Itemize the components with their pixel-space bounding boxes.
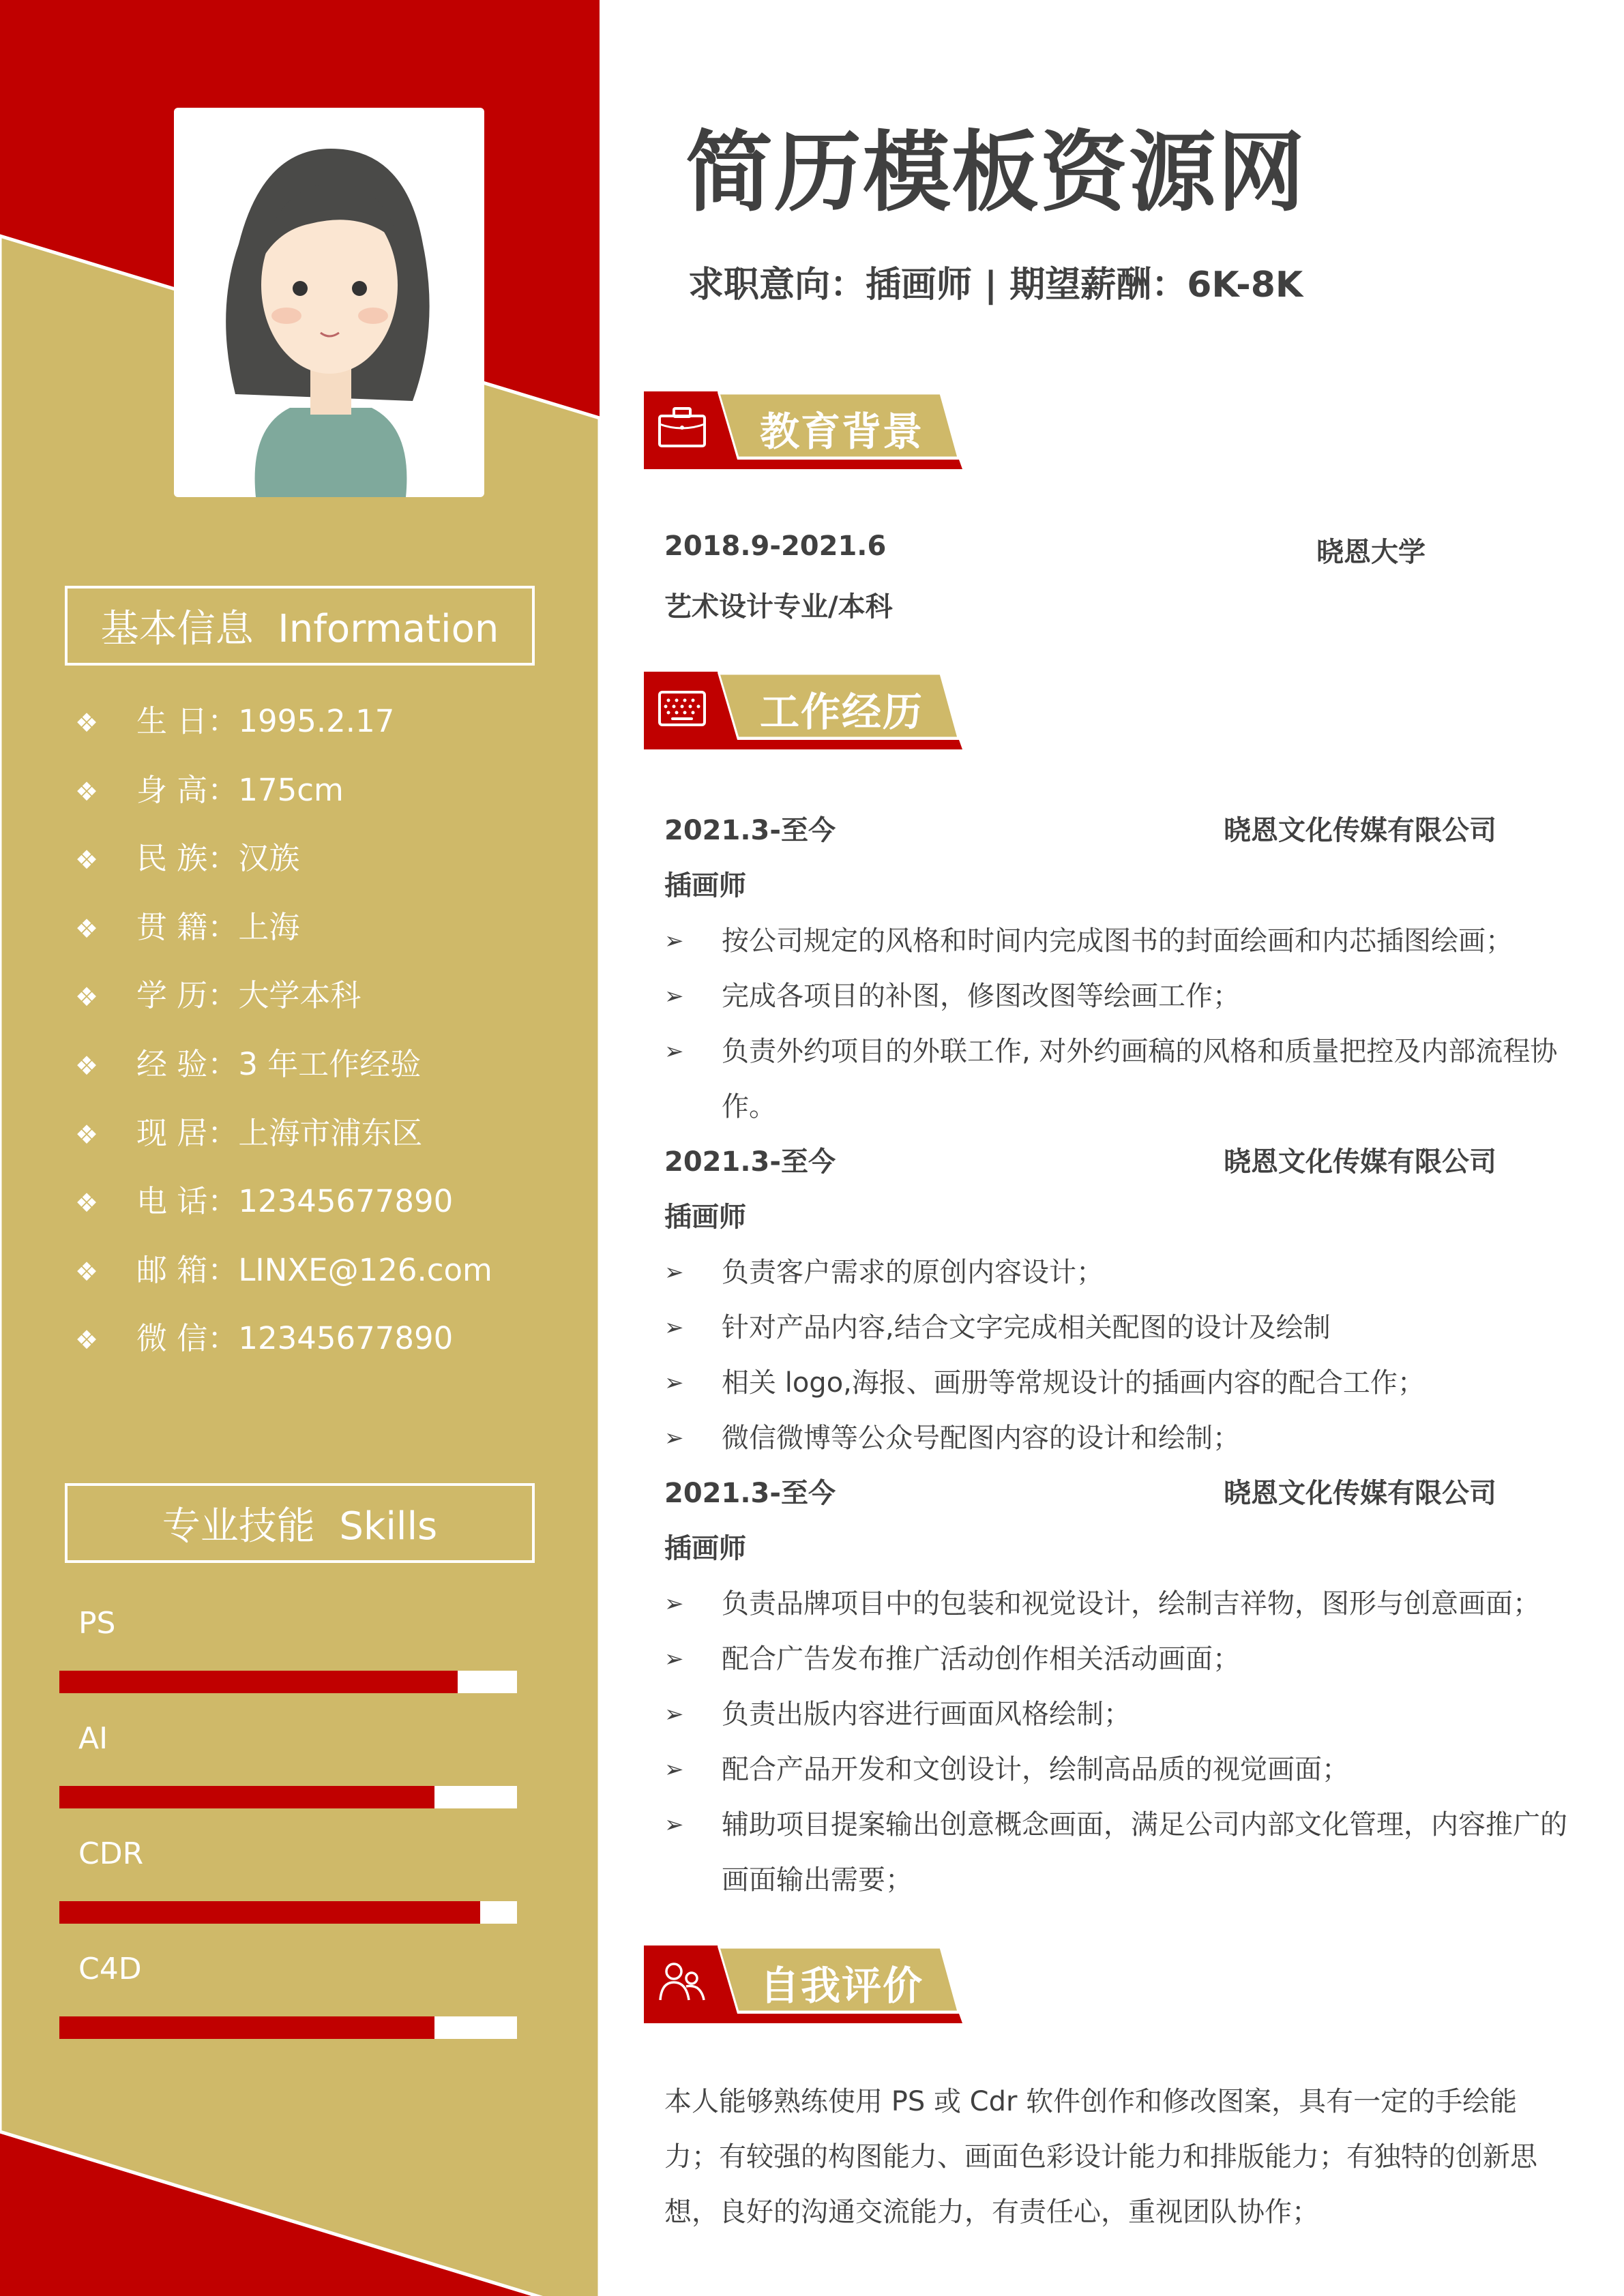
skill-name: CDR bbox=[78, 1836, 144, 1871]
work-duty-item bbox=[664, 1742, 1571, 1798]
work-company: 晓恩文化传媒有限公司 bbox=[1224, 1146, 1496, 1178]
arrow-bullet-icon: ➢ bbox=[664, 1701, 684, 1728]
info-label: 贯 籍： bbox=[136, 908, 239, 945]
work-date: 2021.3-至今 bbox=[664, 815, 836, 846]
education-major: 艺术设计专业/本科 bbox=[664, 591, 893, 623]
section-title: 工作经历 bbox=[760, 689, 924, 735]
info-value: 汉族 bbox=[238, 840, 300, 877]
skill-bar-fill bbox=[59, 1901, 480, 1924]
work-company: 晓恩文化传媒有限公司 bbox=[1224, 1478, 1496, 1509]
work-role: 插画师 bbox=[664, 870, 746, 901]
diamond-bullet-icon: ❖ bbox=[75, 845, 99, 876]
work-duty-text: 负责外约项目的外联工作, 对外约画稿的风格和质量把控及内部流程协作。 bbox=[722, 1036, 1558, 1122]
work-duty-text: 微信微博等公众号配图内容的设计和绘制； bbox=[722, 1422, 1240, 1454]
info-value: 上海 bbox=[238, 908, 300, 945]
work-duty-text: 负责品牌项目中的包装和视觉设计，绘制吉祥物，图形与创意画面； bbox=[722, 1588, 1540, 1620]
skill-bar-fill bbox=[59, 2016, 434, 2039]
info-value: 175cm bbox=[238, 771, 344, 808]
skill-bar-fill bbox=[59, 1671, 458, 1693]
work-duty-item bbox=[664, 1300, 1571, 1356]
work-entry-header bbox=[664, 803, 1578, 859]
work-duty-text: 针对产品内容,结合文字完成相关配图的设计及绘制 bbox=[722, 1312, 1331, 1343]
info-label: 现 居： bbox=[136, 1114, 239, 1151]
skill-bar-fill bbox=[59, 1786, 434, 1808]
work-role: 插画师 bbox=[664, 1202, 746, 1233]
arrow-bullet-icon: ➢ bbox=[664, 1314, 684, 1341]
work-duty-item bbox=[664, 1411, 1571, 1466]
diamond-bullet-icon: ❖ bbox=[75, 1051, 99, 1081]
work-date: 2021.3-至今 bbox=[664, 1478, 836, 1509]
info-value: 3 年工作经验 bbox=[238, 1046, 422, 1082]
work-duty-text: 负责出版内容进行画面风格绘制； bbox=[722, 1699, 1131, 1730]
info-item bbox=[75, 1113, 422, 1154]
briefcase-icon bbox=[658, 406, 707, 449]
education-school: 晓恩大学 bbox=[1316, 537, 1426, 568]
diamond-bullet-icon: ❖ bbox=[75, 982, 99, 1013]
section-header-education bbox=[644, 391, 964, 469]
skills-title: 专业技能 Skills bbox=[65, 1483, 535, 1563]
work-date: 2021.3-至今 bbox=[664, 1146, 836, 1178]
work-role: 插画师 bbox=[664, 1533, 746, 1564]
arrow-bullet-icon: ➢ bbox=[664, 983, 684, 1010]
section-header-work bbox=[644, 672, 964, 749]
work-duty-item bbox=[664, 1577, 1571, 1632]
work-duty-text: 按公司规定的风格和时间内完成图书的封面绘画和内芯插图绘画； bbox=[722, 925, 1513, 957]
work-duty-text: 配合产品开发和文创设计，绘制高品质的视觉画面； bbox=[722, 1754, 1349, 1785]
skill-bar bbox=[59, 1901, 517, 1924]
arrow-bullet-icon: ➢ bbox=[664, 1425, 684, 1452]
section-title: 自我评价 bbox=[760, 1963, 924, 2009]
section-header-self-eval bbox=[644, 1945, 964, 2023]
info-label: 民 族： bbox=[136, 840, 239, 877]
arrow-bullet-icon: ➢ bbox=[664, 1369, 684, 1397]
info-item bbox=[75, 1250, 492, 1291]
arrow-bullet-icon: ➢ bbox=[664, 927, 684, 955]
work-duty-item bbox=[664, 1687, 1571, 1742]
info-item bbox=[75, 1044, 421, 1085]
info-label: 电 话： bbox=[136, 1183, 239, 1220]
arrow-bullet-icon: ➢ bbox=[664, 1038, 684, 1065]
info-item bbox=[75, 975, 361, 1016]
info-item bbox=[75, 907, 299, 948]
info-item bbox=[75, 1181, 453, 1222]
work-entry-header bbox=[664, 1466, 1578, 1521]
keyboard-icon bbox=[658, 687, 707, 729]
arrow-bullet-icon: ➢ bbox=[664, 1756, 684, 1783]
diamond-bullet-icon: ❖ bbox=[75, 708, 99, 738]
work-company: 晓恩文化传媒有限公司 bbox=[1224, 815, 1496, 846]
work-duty-item bbox=[664, 1356, 1571, 1411]
info-item bbox=[75, 770, 344, 811]
work-duty-item bbox=[664, 1632, 1571, 1687]
diamond-bullet-icon: ❖ bbox=[75, 1188, 99, 1219]
work-duty-text: 辅助项目提案输出创意概念画面，满足公司内部文化管理，内容推广的画面输出需要； bbox=[722, 1809, 1567, 1896]
work-duty-item bbox=[664, 914, 1571, 969]
diamond-bullet-icon: ❖ bbox=[75, 1119, 99, 1150]
education-date: 2018.9-2021.6 bbox=[664, 531, 887, 562]
info-value: 1995.2.17 bbox=[238, 703, 395, 739]
skill-name: AI bbox=[78, 1721, 108, 1756]
info-value: 12345677890 bbox=[238, 1183, 454, 1220]
name-title: 简历模板资源网 bbox=[685, 122, 1307, 224]
info-label: 生 日： bbox=[136, 703, 239, 739]
work-duty-text: 完成各项目的补图，修图改图等绘画工作； bbox=[722, 981, 1240, 1012]
info-label: 学 历： bbox=[136, 977, 239, 1014]
info-value: 12345677890 bbox=[238, 1320, 454, 1357]
skill-name: C4D bbox=[78, 1952, 142, 1986]
work-duty-item bbox=[664, 1024, 1571, 1135]
diamond-bullet-icon: ❖ bbox=[75, 1256, 99, 1287]
arrow-bullet-icon: ➢ bbox=[664, 1811, 684, 1838]
section-title: 教育背景 bbox=[760, 408, 924, 455]
work-duty-item bbox=[664, 1245, 1571, 1300]
work-entry-header bbox=[664, 1135, 1578, 1190]
info-value: 上海市浦东区 bbox=[238, 1114, 423, 1151]
work-duty-text: 负责客户需求的原创内容设计； bbox=[722, 1257, 1104, 1288]
info-item bbox=[75, 701, 394, 742]
info-value: LINXE@126.com bbox=[238, 1251, 492, 1288]
work-duty-item bbox=[664, 969, 1571, 1024]
arrow-bullet-icon: ➢ bbox=[664, 1259, 684, 1286]
self-evaluation-text: 本人能够熟练使用 PS 或 Cdr 软件创作和修改图案，具有一定的手绘能力；有较强的构图能力、画面色彩设计能力和排版能力；有独特的创新思想，良好的沟通交流能力，有责任心，重视团队协作； bbox=[664, 2086, 1537, 2228]
skill-bar bbox=[59, 1786, 517, 1808]
basic-info-title: 基本信息 Information bbox=[65, 586, 535, 666]
info-label: 经 验： bbox=[136, 1046, 239, 1082]
job-intent: 求职意向：插画师 | 期望薪酬：6K-8K bbox=[688, 265, 1303, 305]
diamond-bullet-icon: ❖ bbox=[75, 776, 99, 807]
diamond-bullet-icon: ❖ bbox=[75, 1325, 99, 1356]
skill-bar bbox=[59, 1671, 517, 1693]
info-label: 微 信： bbox=[136, 1320, 239, 1357]
arrow-bullet-icon: ➢ bbox=[664, 1645, 684, 1673]
work-duty-item bbox=[664, 1798, 1571, 1908]
diamond-bullet-icon: ❖ bbox=[75, 913, 99, 944]
skill-name: PS bbox=[78, 1606, 116, 1641]
info-item bbox=[75, 838, 299, 879]
work-duty-text: 配合广告发布推广活动创作相关活动画面； bbox=[722, 1643, 1240, 1675]
info-value: 大学本科 bbox=[238, 977, 361, 1014]
users-icon bbox=[658, 1960, 707, 2003]
info-item bbox=[75, 1318, 453, 1359]
work-duty-text: 相关 logo,海报、画册等常规设计的插画内容的配合工作； bbox=[722, 1367, 1425, 1399]
arrow-bullet-icon: ➢ bbox=[664, 1590, 684, 1617]
info-label: 邮 箱： bbox=[136, 1251, 239, 1288]
profile-photo bbox=[174, 108, 484, 497]
skill-bar bbox=[59, 2016, 517, 2039]
info-label: 身 高： bbox=[136, 771, 239, 808]
